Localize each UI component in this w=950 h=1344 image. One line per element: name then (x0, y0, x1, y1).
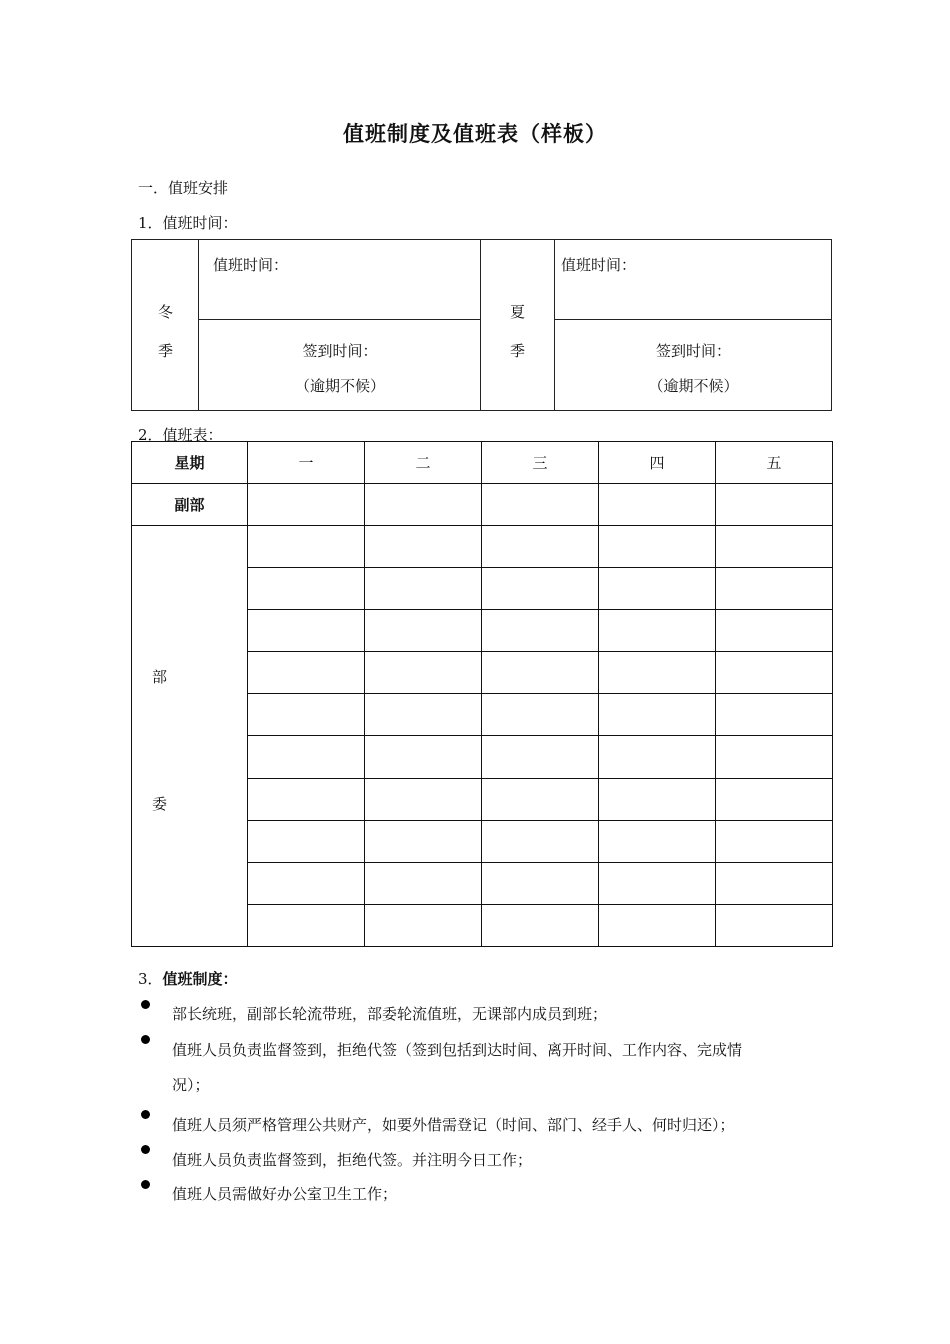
schedule-cell[interactable] (599, 862, 716, 904)
schedule-cell[interactable] (716, 568, 833, 610)
winter-signin-label: 签到时间： (302, 342, 378, 360)
schedule-cell[interactable] (716, 820, 833, 862)
schedule-cell[interactable] (482, 694, 599, 736)
schedule-cell[interactable] (248, 820, 365, 862)
summer-duty-time-label: 值班时间： (561, 256, 637, 274)
rule-item-continued: 况）； (172, 1076, 210, 1094)
schedule-cell[interactable] (248, 526, 365, 568)
schedule-cell[interactable] (599, 526, 716, 568)
table-header-row (132, 442, 833, 484)
bullet-icon (141, 1035, 150, 1044)
schedule-cell[interactable] (482, 820, 599, 862)
subheading-rules-number: 3． (138, 970, 163, 988)
member-label-char: 部 (152, 668, 168, 686)
schedule-cell[interactable] (365, 778, 482, 820)
schedule-cell[interactable] (365, 652, 482, 694)
rule-item: 部长统班，副部长轮流带班，部委轮流值班，无课部内成员到班； (172, 1005, 608, 1023)
schedule-cell[interactable] (248, 610, 365, 652)
header-cell-weekday: 星期 (132, 442, 248, 484)
schedule-cell[interactable] (482, 652, 599, 694)
schedule-cell[interactable] (716, 736, 833, 778)
table-border-bottom (131, 410, 832, 411)
schedule-cell[interactable] (365, 610, 482, 652)
schedule-cell[interactable] (599, 568, 716, 610)
bullet-icon (141, 1180, 150, 1189)
table-divider (198, 319, 481, 320)
bullet-icon (141, 1000, 150, 1009)
section-heading-arrangement: 一．值班安排 (138, 179, 229, 197)
schedule-cell[interactable] (716, 694, 833, 736)
vice-minister-label: 副部 (132, 484, 248, 526)
schedule-cell[interactable] (482, 484, 599, 526)
schedule-cell[interactable] (248, 694, 365, 736)
header-cell-tue: 二 (365, 442, 482, 484)
schedule-cell[interactable] (716, 652, 833, 694)
schedule-cell[interactable] (482, 778, 599, 820)
rule-item: 值班人员需做好办公室卫生工作； (172, 1185, 398, 1203)
schedule-cell[interactable] (482, 568, 599, 610)
schedule-cell[interactable] (599, 778, 716, 820)
schedule-cell[interactable] (365, 736, 482, 778)
schedule-cell[interactable] (482, 904, 599, 946)
schedule-cell[interactable] (716, 862, 833, 904)
schedule-cell[interactable] (248, 484, 365, 526)
schedule-cell[interactable] (482, 526, 599, 568)
schedule-cell[interactable] (716, 484, 833, 526)
page-title: 值班制度及值班表（样板） (343, 122, 607, 146)
schedule-cell[interactable] (599, 610, 716, 652)
schedule-cell[interactable] (599, 484, 716, 526)
schedule-cell[interactable] (365, 526, 482, 568)
header-cell-thu: 四 (599, 442, 716, 484)
subheading-rules (138, 968, 238, 989)
schedule-cell[interactable] (365, 904, 482, 946)
header-cell-mon: 一 (248, 442, 365, 484)
subheading-duty-time: 1．值班时间： (138, 214, 238, 232)
schedule-cell[interactable] (716, 904, 833, 946)
schedule-cell[interactable] (248, 862, 365, 904)
winter-duty-time-label: 值班时间： (213, 256, 289, 274)
winter-late-note: （逾期不候） (294, 377, 385, 395)
summer-signin-label: 签到时间： (655, 342, 731, 360)
rule-item: 值班人员负责监督签到，拒绝代签（签到包括到达时间、离开时间、工作内容、完成情 (172, 1041, 743, 1059)
schedule-cell[interactable] (716, 610, 833, 652)
header-cell-fri: 五 (716, 442, 833, 484)
bullet-icon (141, 1110, 150, 1119)
member-label-cell (132, 526, 248, 947)
schedule-cell[interactable] (716, 526, 833, 568)
schedule-cell[interactable] (599, 820, 716, 862)
duty-schedule-table (131, 441, 833, 947)
member-label-char: 委 (152, 795, 168, 813)
summer-late-note: （逾期不候） (648, 377, 739, 395)
subheading-rules-text: 值班制度： (162, 970, 238, 988)
summer-label-char: 夏 (510, 303, 526, 321)
schedule-cell[interactable] (248, 778, 365, 820)
schedule-cell[interactable] (365, 862, 482, 904)
schedule-cell[interactable] (599, 652, 716, 694)
schedule-cell[interactable] (248, 736, 365, 778)
table-border-top (131, 239, 832, 240)
rule-item: 值班人员负责监督签到，拒绝代签。并注明今日工作； (172, 1151, 533, 1169)
schedule-cell[interactable] (365, 568, 482, 610)
schedule-cell[interactable] (482, 736, 599, 778)
schedule-cell[interactable] (365, 820, 482, 862)
schedule-cell[interactable] (482, 862, 599, 904)
schedule-cell[interactable] (248, 652, 365, 694)
schedule-cell[interactable] (599, 904, 716, 946)
schedule-cell[interactable] (599, 694, 716, 736)
schedule-cell[interactable] (482, 610, 599, 652)
schedule-cell[interactable] (365, 484, 482, 526)
header-cell-wed: 三 (482, 442, 599, 484)
schedule-cell[interactable] (599, 736, 716, 778)
table-row (132, 526, 833, 568)
schedule-cell[interactable] (248, 568, 365, 610)
table-row-vice (132, 484, 833, 526)
winter-label-char: 季 (158, 342, 174, 360)
table-divider (554, 319, 832, 320)
subheading-schedule: 2．值班表： (138, 426, 223, 444)
schedule-cell[interactable] (716, 778, 833, 820)
winter-label-char: 冬 (158, 303, 174, 321)
schedule-cell[interactable] (365, 694, 482, 736)
bullet-icon (141, 1145, 150, 1154)
rule-item: 值班人员须严格管理公共财产，如要外借需登记（时间、部门、经手人、何时归还）； (172, 1116, 735, 1134)
table-border-left (131, 239, 132, 411)
schedule-cell[interactable] (248, 904, 365, 946)
summer-label-char: 季 (510, 342, 526, 360)
